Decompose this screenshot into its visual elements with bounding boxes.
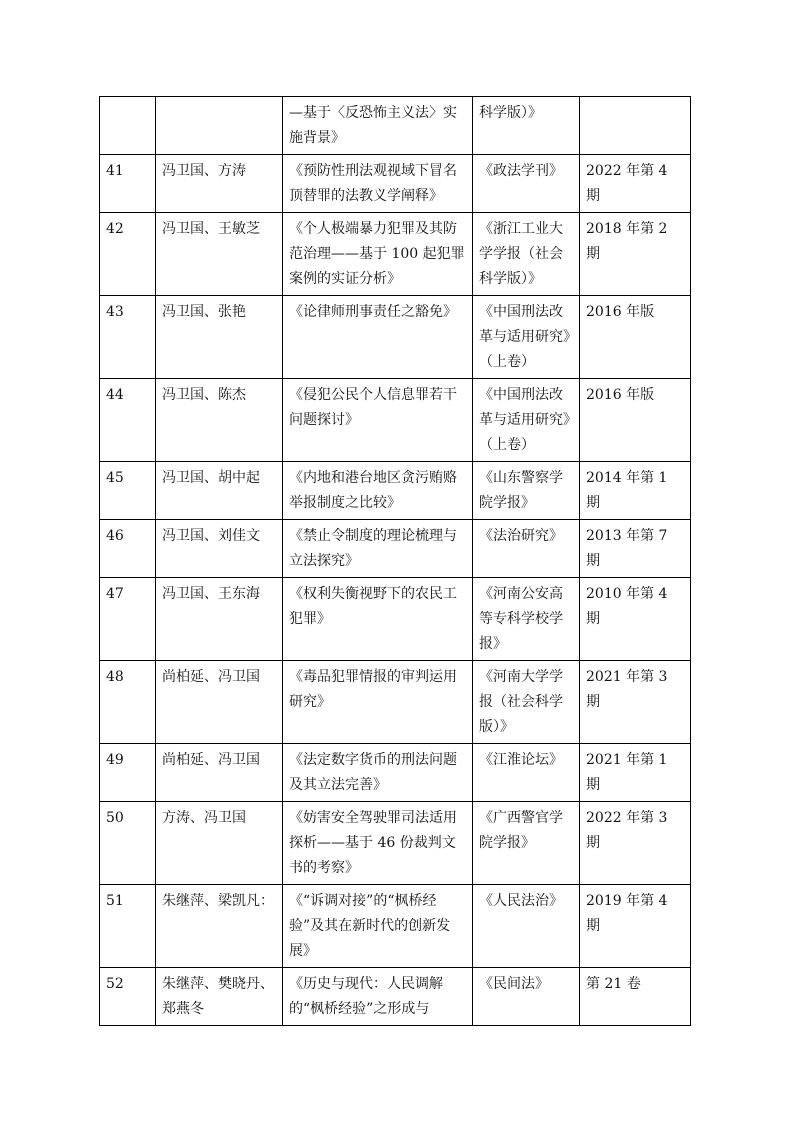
row-title: 《“诉调对接”的“枫桥经验”及其在新时代的创新发展》 (283, 885, 473, 968)
row-date: 2022 年第 4 期 (580, 155, 691, 213)
row-number: 51 (100, 885, 156, 968)
row-title: 《权利失衡视野下的农民工犯罪》 (283, 578, 473, 661)
row-source: 《河南大学学报（社会科学版）》 (473, 661, 580, 744)
table-row (100, 462, 691, 520)
table-row (100, 379, 691, 462)
row-title: 《法定数字货币的刑法问题及其立法完善》 (283, 744, 473, 802)
table-row (100, 155, 691, 213)
row-author: 方涛、冯卫国 (156, 802, 283, 885)
table-row (100, 661, 691, 744)
row-source: 《山东警察学院学报》 (473, 462, 580, 520)
row-author: 尚柏延、冯卫国 (156, 744, 283, 802)
row-title: 《个人极端暴力犯罪及其防范治理——基于 100 起犯罪案例的实证分析》 (283, 213, 473, 296)
row-number: 46 (100, 520, 156, 578)
row-author: 冯卫国、王敏芝 (156, 213, 283, 296)
row-date (580, 97, 691, 155)
row-title: 《内地和港台地区贪污贿赂举报制度之比较》 (283, 462, 473, 520)
row-number (100, 97, 156, 155)
row-author: 冯卫国、刘佳文 (156, 520, 283, 578)
row-source: 《政法学刊》 (473, 155, 580, 213)
row-date: 2013 年第 7 期 (580, 520, 691, 578)
row-author: 冯卫国、张艳 (156, 296, 283, 379)
row-source: 《民间法》 (473, 968, 580, 1026)
row-number: 50 (100, 802, 156, 885)
row-number: 43 (100, 296, 156, 379)
row-source: 《人民法治》 (473, 885, 580, 968)
row-number: 44 (100, 379, 156, 462)
row-source: 《广西警官学院学报》 (473, 802, 580, 885)
row-author: 冯卫国、王东海 (156, 578, 283, 661)
row-author (156, 97, 283, 155)
table-row (100, 968, 691, 1026)
row-source: 《法治研究》 (473, 520, 580, 578)
row-source: 《江淮论坛》 (473, 744, 580, 802)
row-date: 2016 年版 (580, 379, 691, 462)
row-number: 48 (100, 661, 156, 744)
row-title: 《禁止令制度的理论梳理与立法探究》 (283, 520, 473, 578)
table-row (100, 578, 691, 661)
publication-table (99, 96, 691, 1026)
table-row (100, 744, 691, 802)
row-date: 2014 年第 1 期 (580, 462, 691, 520)
table-row (100, 885, 691, 968)
row-source: 《浙江工业大学学报（社会科学版）》 (473, 213, 580, 296)
row-title: 《妨害安全驾驶罪司法适用探析——基于 46 份裁判文书的考察》 (283, 802, 473, 885)
row-title: 《毒品犯罪情报的审判运用研究》 (283, 661, 473, 744)
row-author: 朱继萍、樊晓丹、郑燕冬 (156, 968, 283, 1026)
row-date: 第 21 卷 (580, 968, 691, 1026)
row-date: 2010 年第 4 期 (580, 578, 691, 661)
row-number: 45 (100, 462, 156, 520)
row-date: 2016 年版 (580, 296, 691, 379)
row-source: 科学版）》 (473, 97, 580, 155)
row-title: 《论律师刑事责任之豁免》 (283, 296, 473, 379)
row-author: 冯卫国、方涛 (156, 155, 283, 213)
row-title: 《历史与现代：人民调解的“枫桥经验”之形成与 (283, 968, 473, 1026)
table-row (100, 97, 691, 155)
row-title: 《预防性刑法观视域下冒名顶替罪的法教义学阐释》 (283, 155, 473, 213)
row-date: 2018 年第 2 期 (580, 213, 691, 296)
row-number: 42 (100, 213, 156, 296)
table-row (100, 213, 691, 296)
row-author: 冯卫国、陈杰 (156, 379, 283, 462)
row-date: 2019 年第 4 期 (580, 885, 691, 968)
row-author: 冯卫国、胡中起 (156, 462, 283, 520)
row-number: 47 (100, 578, 156, 661)
row-number: 52 (100, 968, 156, 1026)
row-number: 41 (100, 155, 156, 213)
row-source: 《中国刑法改革与适用研究》（上卷） (473, 296, 580, 379)
row-date: 2021 年第 1 期 (580, 744, 691, 802)
publication-table-body (100, 97, 691, 1026)
table-row (100, 296, 691, 379)
row-title: —基于〈反恐怖主义法〉实施背景》 (283, 97, 473, 155)
row-author: 尚柏延、冯卫国 (156, 661, 283, 744)
row-source: 《河南公安高等专科学校学报》 (473, 578, 580, 661)
row-source: 《中国刑法改革与适用研究》（上卷） (473, 379, 580, 462)
row-author: 朱继萍、梁凯凡： (156, 885, 283, 968)
row-number: 49 (100, 744, 156, 802)
row-date: 2022 年第 3 期 (580, 802, 691, 885)
table-row (100, 520, 691, 578)
table-row (100, 802, 691, 885)
row-title: 《侵犯公民个人信息罪若干问题探讨》 (283, 379, 473, 462)
row-date: 2021 年第 3 期 (580, 661, 691, 744)
